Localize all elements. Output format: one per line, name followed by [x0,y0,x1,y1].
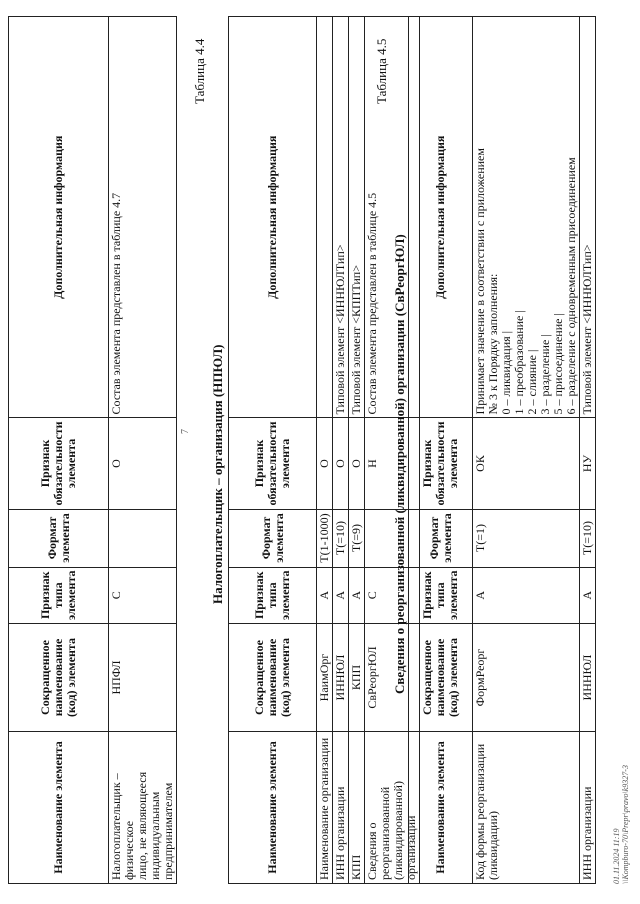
table-row [333,17,349,884]
cell-req: О [109,418,177,509]
cell-type: А [473,567,580,623]
header-cell: Наименование элемента [409,732,473,884]
table-45 [408,16,596,884]
header-cell: Сокращенное наименование (код) элемента [229,624,317,732]
cell-name: Наименование организации [317,732,333,884]
cell-info-line: № 3 к Порядку заполнения: [486,273,500,415]
table-row [349,17,365,884]
cell-type: А [317,567,333,623]
cell-req: О [333,418,349,509]
header-cell: Признак обязательности элемента [409,418,473,509]
header-cell: Признак типа элемента [409,567,473,623]
cell-type: А [333,567,349,623]
cell-format: T(=1) [473,509,580,567]
header-cell: Признак обязательности элемента [229,418,317,509]
header-cell: Формат элемента [229,509,317,567]
cell-code: ФормРеорг [473,624,580,732]
header-cell: Наименование элемента [9,732,109,884]
cell-type: С [109,567,177,623]
cell-name-line: Налогоплательщик – физическое [109,773,136,880]
cell-req: О [349,418,365,509]
table-row [580,17,596,884]
header-cell: Дополнительная информация [409,17,473,418]
cell-info-line: 2 – слияние | [525,349,539,415]
cell-code: СвРеоргЮЛ [365,624,420,732]
cell-name [109,732,177,884]
cell-name: КПП [349,732,365,884]
cell-info: Состав элемента представлен в таблице 4.5 [365,17,420,418]
table-44-header [229,17,317,884]
cell-name: Код формы реорганизации (ликвидации) [473,732,580,884]
header-cell: Признак типа элемента [9,567,109,623]
cell-name-line: лицо, не являющееся [135,771,149,880]
footer-note-line: \\Kompburo-70\Prepr\pravo\k9327-3 [621,765,630,884]
header-cell: Формат элемента [9,509,109,567]
cell-code: КПП [349,624,365,732]
header-cell: Дополнительная информация [229,17,317,418]
cell-req: Н [365,418,420,509]
table-row [109,17,177,884]
header-cell: Наименование элемента [229,732,317,884]
page-mark: 7 [180,429,191,434]
cell-name-line: индивидуальным [148,791,162,880]
table-44-caption: Таблица 4.4 [192,38,207,104]
header-cell: Дополнительная информация [9,17,109,418]
cell-format: T(=9) [349,509,365,567]
cell-info-line: 0 – ликвидация | [499,330,513,415]
footer-note [612,765,630,884]
cell-format: T(=10) [580,509,596,567]
header-cell: Формат элемента [409,509,473,567]
cell-info: Типовой элемент <КППТип> [349,17,365,418]
cell-format: T(=10) [333,509,349,567]
footer-note-line: 01.11.2024 11:19 [612,828,621,884]
header-cell: Сокращенное наименование (код) элемента [9,624,109,732]
cell-info-line: 1 – преобразование | [512,310,526,415]
cell-req: НУ [580,418,596,509]
table-continuation [8,16,177,884]
cell-req: О [317,418,333,509]
table-44-title: Налогоплательщик – организация (НПЮЛ) [210,344,225,604]
table-row [317,17,333,884]
table-45-title: Сведения о реорганизованной (ликвидированной) организации (СвРеоргЮЛ) [392,234,407,694]
table-continuation-header [9,17,109,884]
header-cell: Признак типа элемента [229,567,317,623]
table-45-caption: Таблица 4.5 [374,38,389,104]
cell-info-line: 5 – присоединение | [551,313,565,415]
cell-req: ОК [473,418,580,509]
cell-info-line: 6 – разделение с одновременным присоединением [564,157,578,415]
cell-name: Сведения о реорганизованной (ликвидированной) организации [365,732,420,884]
cell-format [109,509,177,567]
cell-type: А [349,567,365,623]
cell-code: НПФЛ [109,624,177,732]
cell-info [317,17,333,418]
cell-info: Состав элемента представлен в таблице 4.7 [109,17,177,418]
cell-info-line: Типовой элемент <ИННЮЛТип> [580,244,594,415]
cell-type: С [365,567,420,623]
cell-code: ИННЮЛ [333,624,349,732]
cell-code: ИННЮЛ [580,624,596,732]
header-cell: Сокращенное наименование (код) элемента [409,624,473,732]
cell-info [580,17,596,418]
cell-info-line: 3 – разделение | [538,334,552,415]
cell-info [473,17,580,418]
cell-name: ИНН организации [333,732,349,884]
cell-name-line: предпринимателем [161,782,175,880]
cell-type: А [580,567,596,623]
cell-info: Типовой элемент <ИННЮЛТип> [333,17,349,418]
table-45-header [409,17,473,884]
header-cell: Признак обязательности элемента [9,418,109,509]
cell-format: T(1-1000) [317,509,333,567]
table-row [473,17,580,884]
cell-info-line: Принимает значение в соответствии с приложением [473,148,487,415]
cell-name: ИНН организации [580,732,596,884]
cell-code: НаимОрг [317,624,333,732]
